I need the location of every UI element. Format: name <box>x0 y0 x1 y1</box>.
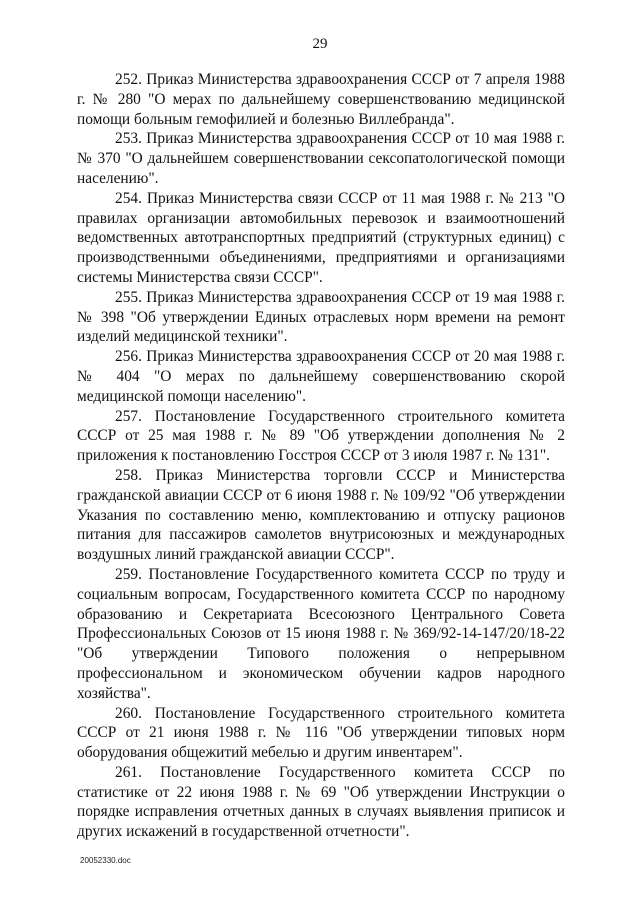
list-item-253: 253. Приказ Министерства здравоохранения СССР от 10 мая 1988 г. № 370 "О дальнейшем совершенствовании сексопатологической помощи населению". <box>77 130 565 187</box>
list-item-258: 258. Приказ Министерства торговли СССР и Министерства гражданской авиации СССР от 6 июня 1988 г. № 109/92 "Об утверждении Указания по составлению меню, комплектованию и отпуску рационов питания для пассажиров самолетов внутрисоюзных и международных воздушных линий гражданской авиации СССР". <box>77 466 565 564</box>
list-item-259: 259. Постановление Государственного комитета СССР по труду и социальным вопросам, Государственного комитета СССР по народному образованию и Секретариата Всесоюзного Центрального Совета Профессиональных Союзов от 15 июня 1988 г. № 369/92-14-147/20/18-22 "Об утверждении Типового положения о непрерывном профессиональном и экономическом обучении кадров народного хозяйства". <box>77 565 565 702</box>
footer-filename: 20052330.doc <box>80 856 131 865</box>
list-item-257: 257. Постановление Государственного строительного комитета СССР от 25 мая 1988 г. № 89 "Об утверждении дополнения № 2 приложения к постановлению Госстроя СССР от 3 июля 1987 г. № 131". <box>77 407 565 465</box>
list-item-260: 260. Постановление Государственного строительного комитета СССР от 21 июня 1988 г. № 116 "Об утверждении типовых норм оборудования общежитий мебелью и другим инвентарем". <box>77 704 565 762</box>
list-item-254: 254. Приказ Министерства связи СССР от 11 мая 1988 г. № 213 "О правилах организации автомобильных перевозок и взаимоотношений ведомственных автотранспортных предприятий (структурных единиц) с производственными объединениями, предприятиями и организациями системы Министерства связи СССР". <box>77 189 565 286</box>
document-body <box>77 70 565 842</box>
page-number: 29 <box>312 36 328 52</box>
list-item-261: 261. Постановление Государственного комитета СССР по статистике от 22 июня 1988 г. № 69 "Об утверждении Инструкции о порядке исправления отчетных данных в случаях выявления приписок и других искажений в государственной отчетности". <box>77 763 565 841</box>
list-item-255: 255. Приказ Министерства здравоохранения СССР от 19 мая 1988 г. № 398 "Об утверждении Единых отраслевых норм времени на ремонт изделий медицинской техники". <box>77 288 565 346</box>
list-item-252: 252. Приказ Министерства здравоохранения СССР от 7 апреля 1988 г. № 280 "О мерах по дальнейшему совершенствованию медицинской помощи больным гемофилией и болезнью Виллебранда". <box>77 71 565 128</box>
list-item-256: 256. Приказ Министерства здравоохранения СССР от 20 мая 1988 г. № 404 "О мерах по дальнейшему совершенствованию скорой медицинской помощи населению". <box>77 348 565 405</box>
